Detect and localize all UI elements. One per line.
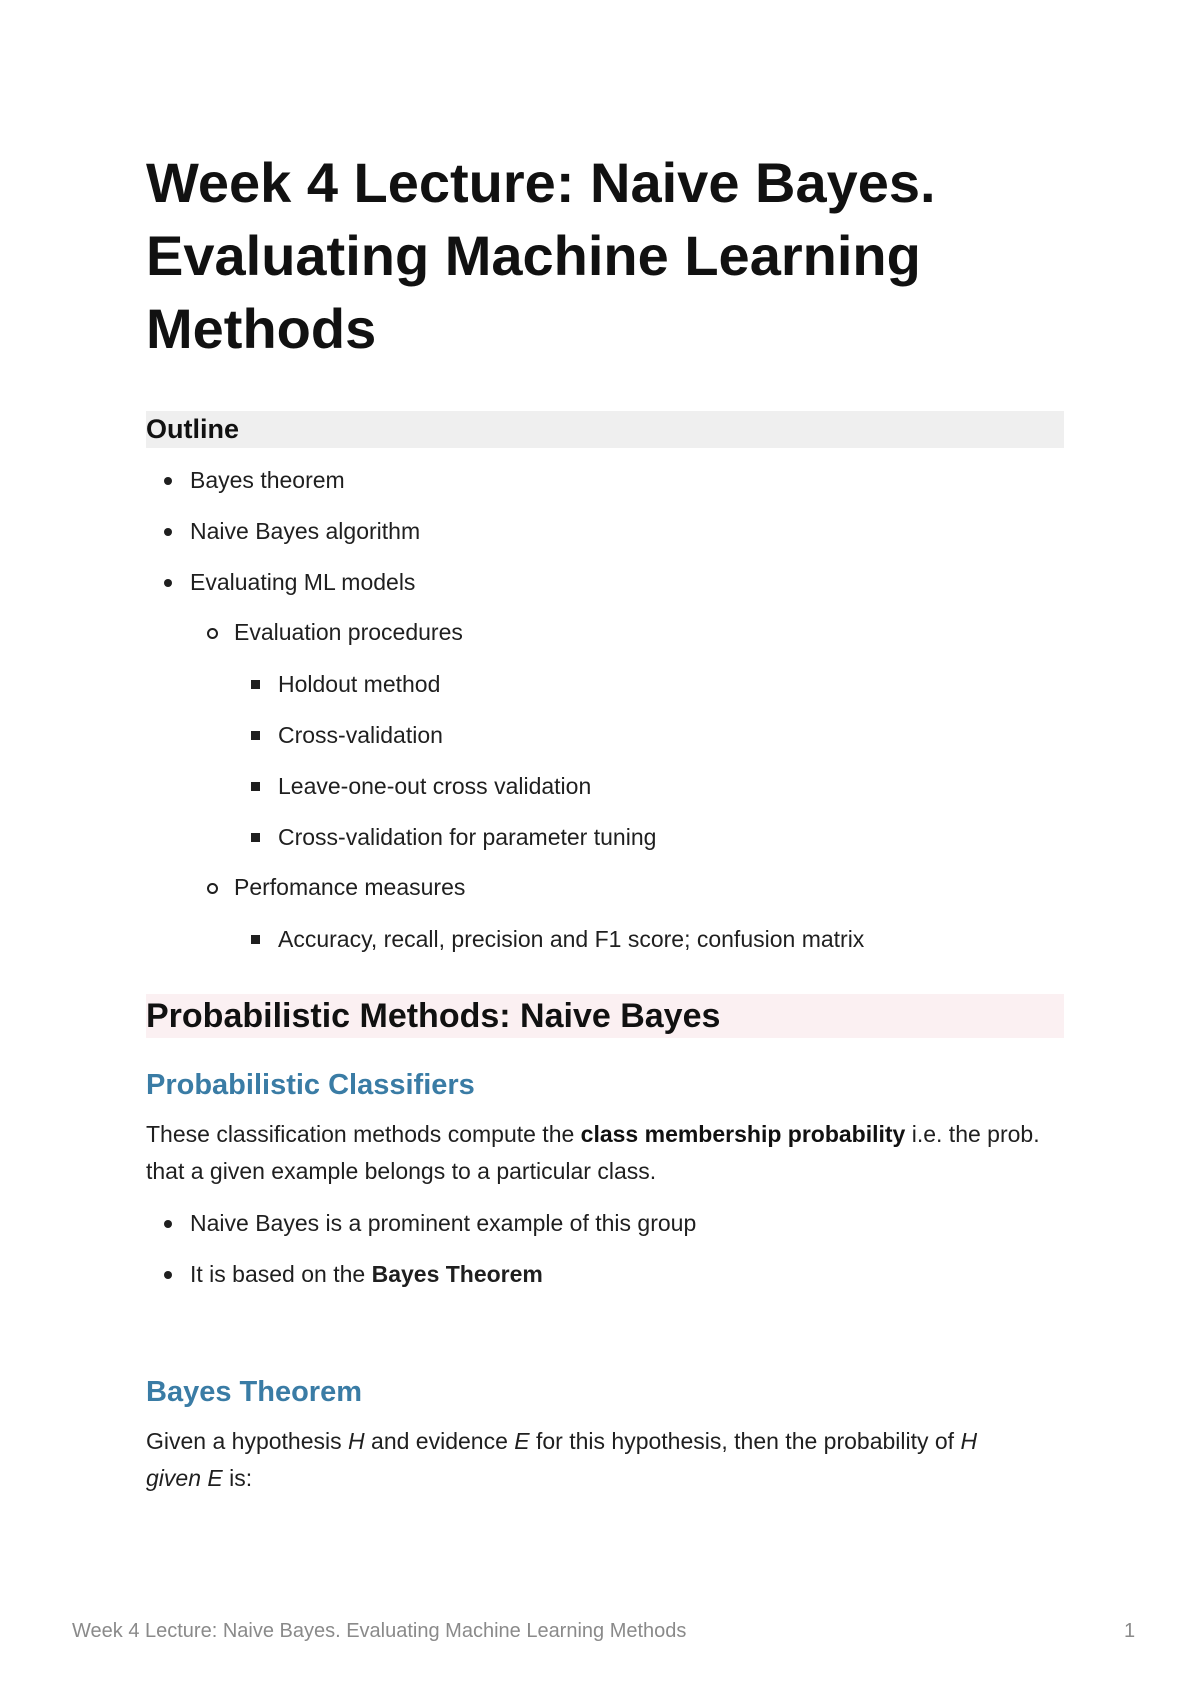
square-bullet-icon [251, 731, 260, 740]
title-line-1: Week 4 Lecture: Naive Bayes. [146, 151, 936, 214]
list-item-text: Holdout method [278, 671, 441, 697]
probabilistic-methods-heading: Probabilistic Methods: Naive Bayes [146, 994, 1064, 1038]
list-item [190, 1208, 696, 1238]
square-bullet-icon [251, 680, 260, 689]
list-item [234, 872, 465, 902]
italic-variable: H [960, 1428, 978, 1454]
list-item [278, 771, 591, 801]
probabilistic-classifiers-heading: Probabilistic Classifiers [146, 1069, 475, 1101]
paragraph-text: for this hypothesis, then the probability of [529, 1428, 961, 1454]
disc-bullet-icon [164, 477, 172, 485]
list-item [190, 465, 345, 495]
paragraph-bold-text: class membership probability [580, 1121, 906, 1147]
disc-bullet-icon [164, 1220, 172, 1228]
document-title [146, 146, 1064, 365]
footer-title: Week 4 Lecture: Naive Bayes. Evaluating Machine Learning Methods [72, 1620, 687, 1642]
square-bullet-icon [251, 935, 260, 944]
list-item [278, 924, 864, 954]
italic-variable: E [514, 1428, 530, 1454]
list-item-bold-text: Bayes Theorem [371, 1261, 543, 1287]
list-item-text: Naive Bayes algorithm [190, 518, 421, 544]
disc-bullet-icon [164, 528, 172, 536]
list-item-text: Evaluating ML models [190, 569, 416, 595]
square-bullet-icon [251, 833, 260, 842]
list-item-text: It is based on the [190, 1261, 372, 1287]
circle-bullet-icon [207, 883, 218, 894]
italic-variable: E [207, 1465, 223, 1491]
classifiers-paragraph [146, 1116, 1064, 1190]
list-item-text: Naive Bayes is a prominent example of this group [190, 1210, 697, 1236]
paragraph-text: i.e. the prob. that a given example belongs to a particular class. [146, 1121, 1040, 1184]
list-item [190, 567, 415, 597]
title-line-3: Methods [146, 297, 377, 360]
list-item-text: Bayes theorem [190, 467, 345, 493]
disc-bullet-icon [164, 579, 172, 587]
square-bullet-icon [251, 782, 260, 791]
list-item-text: Accuracy, recall, precision and F1 score; confusion matrix [278, 926, 865, 952]
italic-text: given [146, 1465, 201, 1491]
list-item [278, 822, 656, 852]
bayes-theorem-paragraph [146, 1423, 1064, 1497]
list-item-text: Cross-validation for parameter tuning [278, 824, 657, 850]
list-item [190, 516, 420, 546]
list-item-text: Leave-one-out cross validation [278, 773, 592, 799]
footer-page-number: 1 [1124, 1620, 1136, 1642]
list-item [190, 1259, 543, 1289]
paragraph-text: Given a hypothesis [146, 1428, 349, 1454]
list-item-text: Perfomance measures [234, 874, 466, 900]
italic-variable: H [348, 1428, 365, 1454]
list-item [278, 669, 440, 699]
list-item [278, 720, 443, 750]
bayes-theorem-heading: Bayes Theorem [146, 1376, 362, 1408]
outline-heading: Outline [146, 411, 1064, 448]
list-item-text: Cross-validation [278, 722, 443, 748]
paragraph-text: is: [222, 1465, 253, 1491]
title-line-2: Evaluating Machine Learning [146, 224, 921, 287]
paragraph-text: and evidence [364, 1428, 515, 1454]
paragraph-text: These classification methods compute the [146, 1121, 581, 1147]
circle-bullet-icon [207, 628, 218, 639]
list-item [234, 617, 463, 647]
list-item-text: Evaluation procedures [234, 619, 463, 645]
disc-bullet-icon [164, 1271, 172, 1279]
